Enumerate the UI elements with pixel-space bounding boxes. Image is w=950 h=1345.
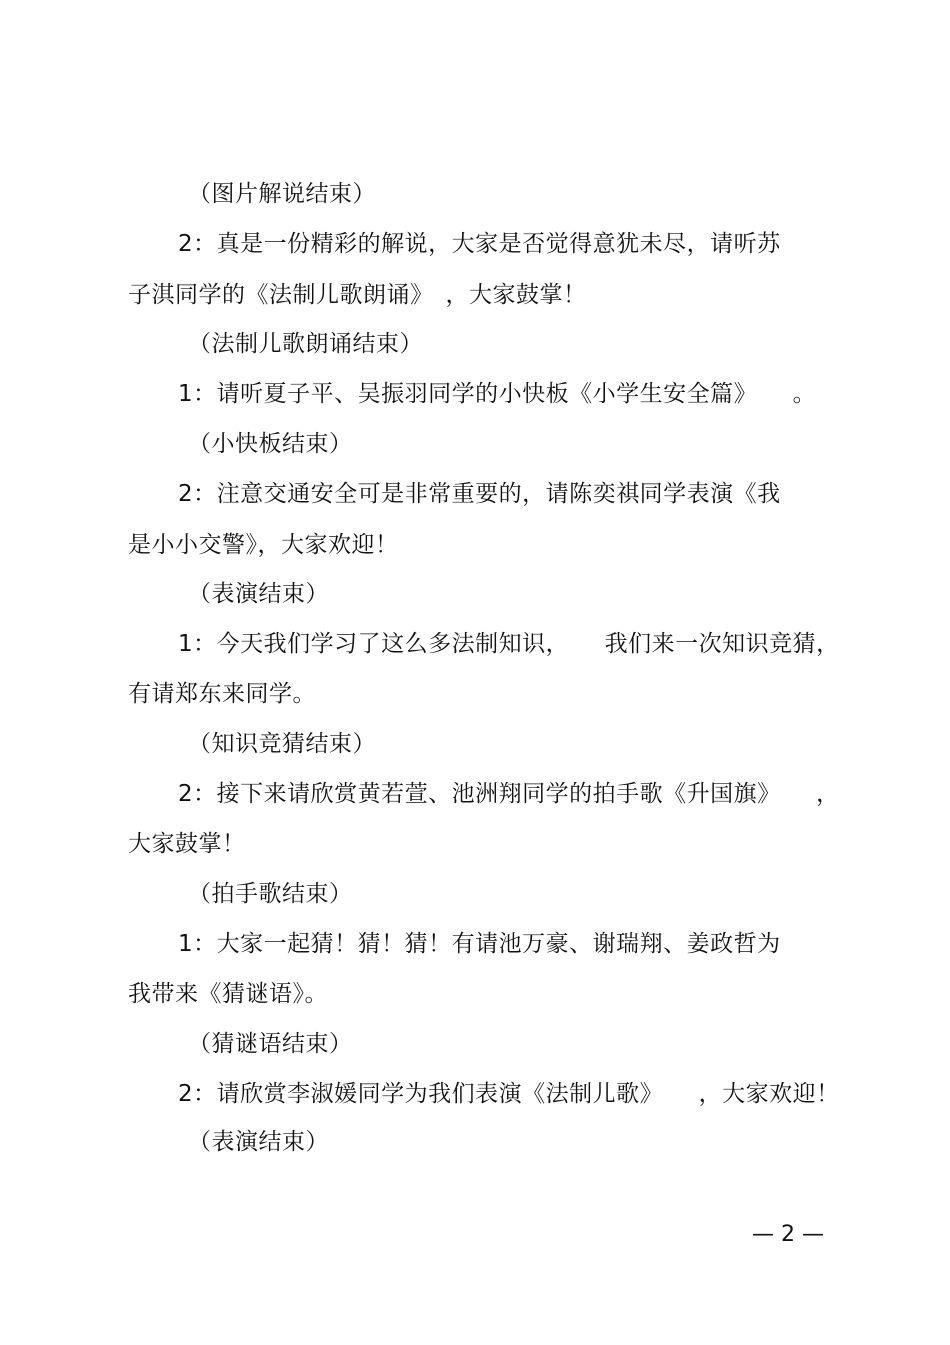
paragraph-line: （法制儿歌朗诵结束） — [188, 331, 423, 357]
paragraph-line: （小快板结束） — [188, 431, 353, 457]
paragraph-line: （表演结束） — [188, 581, 329, 607]
page-number: — 2 — — [752, 1222, 824, 1247]
paragraph-line: 2：接下来请欣赏黄若萱、池洲翔同学的拍手歌《升国旗》 ， — [178, 781, 840, 807]
paragraph-line: 2：真是一份精彩的解说，大家是否觉得意犹未尽，请听苏 — [178, 231, 781, 257]
paragraph-line: 1：请听夏子平、吴振羽同学的小快板《小学生安全篇》 。 — [178, 381, 817, 407]
paragraph-line: （猜谜语结束） — [188, 1031, 353, 1057]
paragraph-line: 我带来《猜谜语》。 — [128, 981, 328, 1007]
paragraph-line: （表演结束） — [188, 1129, 329, 1155]
paragraph-line: 子淇同学的《法制儿歌朗诵》 ，大家鼓掌！ — [128, 282, 587, 308]
paragraph-line: 2：注意交通安全可是非常重要的，请陈奕祺同学表演《我 — [178, 481, 781, 507]
paragraph-line: 2：请欣赏李淑媛同学为我们表演《法制儿歌》 ，大家欢迎！ — [178, 1081, 840, 1107]
paragraph-line: 1：今天我们学习了这么多法制知识， 我们来一次知识竞猜， — [178, 631, 840, 657]
paragraph-line: （图片解说结束） — [188, 181, 376, 207]
paragraph-line: 1：大家一起猜！猜！猜！有请池万豪、谢瑞翔、姜政哲为 — [178, 931, 781, 957]
paragraph-line: 大家鼓掌！ — [128, 831, 246, 857]
paragraph-line: 是小小交警》，大家欢迎！ — [128, 532, 399, 558]
paragraph-line: 有请郑东来同学。 — [128, 681, 316, 707]
paragraph-line: （知识竞猜结束） — [188, 731, 376, 757]
paragraph-line: （拍手歌结束） — [188, 881, 353, 907]
